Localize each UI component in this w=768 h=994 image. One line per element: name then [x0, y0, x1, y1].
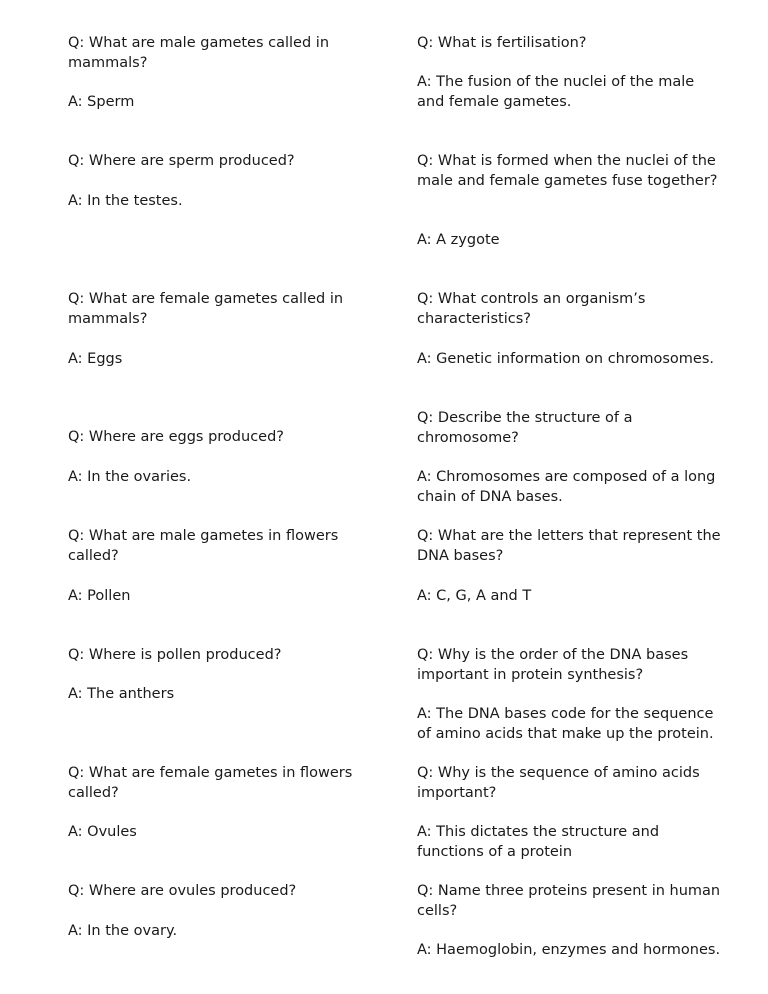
answer-text: A: Haemoglobin, enzymes and hormones. [417, 942, 721, 958]
question-text: Q: Name three proteins present in human cells? [417, 883, 721, 919]
answer-text: A: Genetic information on chromosomes. [417, 351, 714, 367]
question-text: Q: Where are sperm produced? [68, 153, 295, 169]
question-text: Q: What are female gametes in flowers called? [68, 765, 353, 801]
answer-text: A: The DNA bases code for the sequence of amino acids that make up the protein. [417, 706, 714, 742]
answer-text: A: Eggs [68, 351, 123, 367]
question-text: Q: Why is the order of the DNA bases important in protein synthesis? [417, 647, 689, 683]
answer-text: A: Chromosomes are composed of a long chain of DNA bases. [417, 469, 716, 505]
question-text: Q: What are female gametes called in mammals? [68, 291, 344, 327]
answer-text: A: In the testes. [68, 193, 183, 209]
answer-text: A: Ovules [68, 824, 137, 840]
answer-text: A: In the ovary. [68, 923, 178, 939]
answer-text: A: A zygote [417, 232, 500, 248]
answer-text: A: This dictates the structure and functions of a protein [417, 824, 660, 860]
question-text: Q: Where are ovules produced? [68, 883, 297, 899]
question-text: Q: What are male gametes in flowers called? [68, 528, 339, 564]
question-text: Q: Describe the structure of a chromosome? [417, 410, 633, 446]
answer-text: A: The fusion of the nuclei of the male and female gametes. [417, 74, 695, 110]
answer-text: A: Pollen [68, 588, 131, 604]
question-text: Q: What is fertilisation? [417, 35, 587, 51]
question-text: Q: Where are eggs produced? [68, 429, 284, 445]
question-text: Q: What are the letters that represent the DNA bases? [417, 528, 721, 564]
answer-text: A: Sperm [68, 94, 135, 110]
question-text: Q: What are male gametes called in mammals? [68, 35, 330, 71]
question-text: Q: What controls an organism’s characteristics? [417, 291, 646, 327]
answer-text: A: C, G, A and T [417, 588, 532, 604]
answer-text: A: In the ovaries. [68, 469, 192, 485]
answer-text: A: The anthers [68, 686, 175, 702]
question-text: Q: Where is pollen produced? [68, 647, 282, 663]
question-text: Q: Why is the sequence of amino acids important? [417, 765, 700, 801]
question-text: Q: What is formed when the nuclei of the male and female gametes fuse together? [417, 153, 718, 189]
